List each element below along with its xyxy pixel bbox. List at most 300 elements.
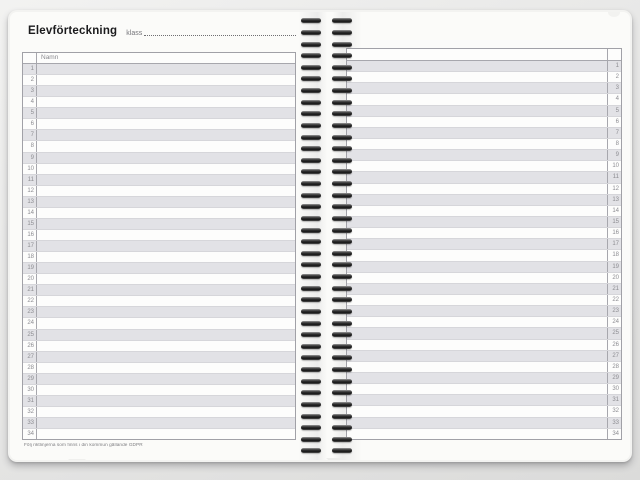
name-cell — [37, 429, 295, 439]
wire-left — [301, 332, 321, 337]
table-row — [23, 163, 295, 174]
wire-right — [332, 88, 352, 93]
table-row — [23, 229, 295, 240]
name-cell — [37, 186, 295, 196]
spiral-loop — [298, 236, 356, 248]
wire-left — [301, 414, 321, 419]
row-number: 15 — [607, 217, 621, 227]
wire-right — [332, 425, 352, 430]
row-number: 5 — [23, 108, 37, 118]
row-number: 7 — [607, 128, 621, 138]
wire-left — [301, 111, 321, 116]
row-number: 15 — [23, 219, 37, 229]
name-cell — [347, 206, 607, 216]
table-row — [23, 240, 295, 251]
name-cell — [347, 83, 607, 93]
wire-left — [301, 390, 321, 395]
row-number: 27 — [607, 351, 621, 361]
name-cell — [347, 94, 607, 104]
right-rows — [347, 61, 621, 439]
wire-left — [301, 53, 321, 58]
wire-right — [332, 169, 352, 174]
row-number: 19 — [607, 262, 621, 272]
spiral-loop — [298, 96, 356, 108]
wire-right — [332, 42, 352, 47]
wire-right — [332, 309, 352, 314]
name-cell — [37, 263, 295, 273]
page-curl-bottom-left — [68, 459, 86, 460]
table-row — [347, 116, 621, 127]
wire-left — [301, 239, 321, 244]
wire-left — [301, 425, 321, 430]
page-curl-bottom-center — [326, 458, 344, 460]
table-row — [23, 329, 295, 340]
spiral-loop — [298, 445, 356, 457]
table-header-left — [23, 53, 295, 64]
table-row — [23, 129, 295, 140]
wire-left — [301, 18, 321, 23]
table-row — [347, 127, 621, 138]
wire-left — [301, 158, 321, 163]
table-row — [23, 373, 295, 384]
table-row — [347, 249, 621, 260]
row-number: 5 — [607, 106, 621, 116]
name-cell — [347, 273, 607, 283]
number-column-header — [23, 53, 37, 63]
table-row — [23, 140, 295, 151]
table-row — [23, 185, 295, 196]
wire-right — [332, 65, 352, 70]
wire-right — [332, 286, 352, 291]
table-row — [23, 64, 295, 74]
wire-right — [332, 239, 352, 244]
wire-right — [332, 448, 352, 453]
row-number: 31 — [23, 396, 37, 406]
spiral-loop — [298, 143, 356, 155]
row-number: 30 — [23, 385, 37, 395]
name-cell — [37, 330, 295, 340]
table-row — [23, 107, 295, 118]
wire-left — [301, 344, 321, 349]
student-table-right — [346, 48, 622, 440]
table-row — [347, 171, 621, 182]
table-row — [347, 405, 621, 416]
table-header-right — [347, 49, 621, 61]
wire-right — [332, 30, 352, 35]
row-number: 28 — [23, 363, 37, 373]
wire-left — [301, 274, 321, 279]
row-number: 33 — [607, 418, 621, 428]
gdpr-footnote: Följ riktlinjerna som finns i din kommun gällande GDPR — [24, 443, 143, 448]
page-spread — [10, 12, 630, 460]
row-number: 1 — [607, 61, 621, 71]
row-number: 22 — [23, 296, 37, 306]
table-row — [23, 295, 295, 306]
name-cell — [37, 208, 295, 218]
row-number: 19 — [23, 263, 37, 273]
wire-right — [332, 402, 352, 407]
table-row — [23, 207, 295, 218]
row-number: 34 — [607, 429, 621, 439]
wire-left — [301, 379, 321, 384]
spiral-loop — [298, 399, 356, 411]
wire-left — [301, 100, 321, 105]
name-cell — [347, 351, 607, 361]
table-row — [23, 384, 295, 395]
row-number: 2 — [23, 75, 37, 85]
name-cell — [347, 295, 607, 305]
table-row — [23, 174, 295, 185]
row-number: 6 — [607, 117, 621, 127]
wire-left — [301, 286, 321, 291]
row-number: 16 — [607, 228, 621, 238]
row-number: 3 — [607, 83, 621, 93]
wire-right — [332, 18, 352, 23]
row-number: 16 — [23, 230, 37, 240]
row-number: 23 — [607, 306, 621, 316]
spiral-loop — [298, 387, 356, 399]
wire-left — [301, 65, 321, 70]
name-cell — [37, 385, 295, 395]
table-row — [347, 149, 621, 160]
name-cell — [347, 128, 607, 138]
table-row — [23, 196, 295, 207]
table-row — [23, 428, 295, 439]
table-row — [347, 261, 621, 272]
table-row — [23, 152, 295, 163]
spiral-loop — [298, 201, 356, 213]
row-number: 26 — [607, 340, 621, 350]
row-number: 14 — [23, 208, 37, 218]
name-cell — [37, 64, 295, 74]
name-cell — [347, 239, 607, 249]
row-number: 32 — [607, 406, 621, 416]
table-row — [347, 294, 621, 305]
name-cell — [347, 418, 607, 428]
name-cell — [37, 341, 295, 351]
row-number: 12 — [23, 186, 37, 196]
row-number: 32 — [23, 407, 37, 417]
table-row — [23, 306, 295, 317]
wire-left — [301, 402, 321, 407]
row-number: 13 — [23, 197, 37, 207]
student-table-left — [22, 52, 296, 440]
spiral-loop — [298, 422, 356, 434]
row-number: 17 — [23, 241, 37, 251]
wire-right — [332, 355, 352, 360]
wire-right — [332, 228, 352, 233]
wire-left — [301, 181, 321, 186]
table-row — [23, 85, 295, 96]
row-number: 22 — [607, 295, 621, 305]
name-cell — [37, 407, 295, 417]
wire-right — [332, 181, 352, 186]
table-row — [23, 351, 295, 362]
name-cell — [37, 164, 295, 174]
table-row — [23, 273, 295, 284]
spiral-loop — [298, 271, 356, 283]
row-number: 25 — [23, 330, 37, 340]
name-cell — [347, 406, 607, 416]
wire-left — [301, 355, 321, 360]
name-cell — [347, 195, 607, 205]
wire-right — [332, 390, 352, 395]
table-row — [347, 305, 621, 316]
name-cell — [37, 307, 295, 317]
row-number: 12 — [607, 184, 621, 194]
row-number: 4 — [607, 94, 621, 104]
row-number: 13 — [607, 195, 621, 205]
table-row — [23, 96, 295, 107]
table-row — [347, 339, 621, 350]
name-cell — [37, 296, 295, 306]
row-number: 29 — [607, 373, 621, 383]
spiral-loop — [298, 306, 356, 318]
spiral-loop — [298, 50, 356, 62]
wire-left — [301, 297, 321, 302]
table-row — [23, 284, 295, 295]
spiral-loop — [298, 224, 356, 236]
wire-right — [332, 367, 352, 372]
name-cell — [347, 250, 607, 260]
row-number: 9 — [23, 153, 37, 163]
name-cell — [37, 374, 295, 384]
wire-left — [301, 216, 321, 221]
table-row — [347, 417, 621, 428]
row-number: 8 — [23, 141, 37, 151]
row-number: 4 — [23, 97, 37, 107]
table-row — [347, 227, 621, 238]
table-row — [23, 406, 295, 417]
spiral-loop — [298, 364, 356, 376]
spiral-loop — [298, 375, 356, 387]
class-fill-line — [144, 35, 296, 36]
name-cell — [347, 117, 607, 127]
row-number: 14 — [607, 206, 621, 216]
table-row — [347, 82, 621, 93]
wire-left — [301, 88, 321, 93]
wire-right — [332, 204, 352, 209]
wire-left — [301, 309, 321, 314]
row-number: 7 — [23, 130, 37, 140]
name-column-header-right — [347, 49, 607, 60]
spiral-loop — [298, 434, 356, 446]
row-number: 23 — [23, 307, 37, 317]
wire-left — [301, 228, 321, 233]
name-cell — [347, 184, 607, 194]
table-row — [347, 194, 621, 205]
name-cell — [37, 119, 295, 129]
table-row — [347, 428, 621, 439]
table-row — [23, 362, 295, 373]
name-cell — [347, 317, 607, 327]
table-row — [23, 340, 295, 351]
wire-right — [332, 251, 352, 256]
spiral-loop — [298, 294, 356, 306]
table-row — [347, 394, 621, 405]
name-cell — [37, 396, 295, 406]
table-row — [23, 218, 295, 229]
name-cell — [37, 175, 295, 185]
wire-right — [332, 76, 352, 81]
table-row — [347, 283, 621, 294]
wire-right — [332, 414, 352, 419]
row-number: 24 — [607, 317, 621, 327]
name-cell — [37, 108, 295, 118]
spiral-loop — [298, 189, 356, 201]
name-cell — [347, 384, 607, 394]
wire-left — [301, 193, 321, 198]
spiral-loop — [298, 73, 356, 85]
table-row — [347, 372, 621, 383]
wire-right — [332, 297, 352, 302]
name-cell — [37, 241, 295, 251]
spiral-loop — [298, 248, 356, 260]
spiral-loop — [298, 282, 356, 294]
spiral-loop — [298, 155, 356, 167]
table-row — [347, 216, 621, 227]
row-number: 34 — [23, 429, 37, 439]
row-number: 2 — [607, 72, 621, 82]
name-cell — [37, 141, 295, 151]
wire-right — [332, 111, 352, 116]
row-number: 11 — [607, 172, 621, 182]
table-row — [23, 74, 295, 85]
wire-right — [332, 437, 352, 442]
name-cell — [37, 97, 295, 107]
wire-left — [301, 262, 321, 267]
table-row — [347, 327, 621, 338]
name-cell — [37, 274, 295, 284]
name-column-header: Namn — [41, 53, 59, 61]
name-cell — [37, 75, 295, 85]
name-cell — [37, 352, 295, 362]
wire-left — [301, 321, 321, 326]
wire-left — [301, 448, 321, 453]
row-number: 28 — [607, 362, 621, 372]
name-cell — [347, 284, 607, 294]
class-label: klass — [126, 29, 143, 37]
table-row — [347, 316, 621, 327]
wire-right — [332, 216, 352, 221]
name-cell — [347, 328, 607, 338]
table-row — [347, 138, 621, 149]
wire-right — [332, 100, 352, 105]
wire-right — [332, 146, 352, 151]
name-cell — [347, 72, 607, 82]
table-row — [347, 71, 621, 82]
row-number: 24 — [23, 318, 37, 328]
table-row — [347, 205, 621, 216]
left-rows — [23, 64, 295, 439]
row-number: 9 — [607, 150, 621, 160]
row-number: 21 — [23, 285, 37, 295]
row-number: 29 — [23, 374, 37, 384]
spiral-loop — [298, 131, 356, 143]
table-row — [347, 361, 621, 372]
name-cell — [37, 130, 295, 140]
left-page-header — [28, 26, 296, 38]
number-column-header-right — [607, 49, 621, 60]
table-row — [23, 118, 295, 129]
wire-right — [332, 53, 352, 58]
spiral-loop — [298, 410, 356, 422]
row-number: 31 — [607, 395, 621, 405]
row-number: 11 — [23, 175, 37, 185]
row-number: 10 — [23, 164, 37, 174]
name-cell — [347, 139, 607, 149]
wire-left — [301, 367, 321, 372]
table-row — [347, 383, 621, 394]
wire-right — [332, 193, 352, 198]
spiral-loop — [298, 213, 356, 225]
wire-right — [332, 344, 352, 349]
spiral-loop — [298, 120, 356, 132]
name-cell — [347, 395, 607, 405]
spiral-loop — [298, 27, 356, 39]
spiral-loop — [298, 15, 356, 27]
row-number: 30 — [607, 384, 621, 394]
wire-left — [301, 169, 321, 174]
name-cell — [347, 306, 607, 316]
table-row — [347, 93, 621, 104]
table-row — [23, 251, 295, 262]
name-cell — [37, 318, 295, 328]
table-row — [23, 317, 295, 328]
name-cell — [347, 228, 607, 238]
row-number: 20 — [23, 274, 37, 284]
name-cell — [347, 262, 607, 272]
name-cell — [37, 418, 295, 428]
row-number: 20 — [607, 273, 621, 283]
wire-right — [332, 135, 352, 140]
name-cell — [37, 86, 295, 96]
row-number: 17 — [607, 239, 621, 249]
spiral-loop — [298, 341, 356, 353]
spiral-loop — [298, 62, 356, 74]
table-row — [347, 183, 621, 194]
wire-left — [301, 204, 321, 209]
table-row — [347, 61, 621, 71]
row-number: 18 — [607, 250, 621, 260]
name-cell — [37, 219, 295, 229]
page-title: Elevförteckning — [28, 25, 118, 37]
table-row — [23, 395, 295, 406]
name-cell — [347, 150, 607, 160]
notebook — [8, 10, 632, 462]
name-cell — [37, 252, 295, 262]
spiral-loop — [298, 178, 356, 190]
spiral-loop — [298, 108, 356, 120]
name-cell — [37, 230, 295, 240]
name-cell — [347, 429, 607, 439]
wire-left — [301, 30, 321, 35]
wire-left — [301, 146, 321, 151]
wire-left — [301, 437, 321, 442]
name-cell — [347, 362, 607, 372]
wire-right — [332, 262, 352, 267]
wire-right — [332, 123, 352, 128]
wire-left — [301, 135, 321, 140]
row-number: 6 — [23, 119, 37, 129]
name-cell — [347, 172, 607, 182]
name-cell — [37, 197, 295, 207]
name-cell — [37, 285, 295, 295]
row-number: 1 — [23, 64, 37, 74]
name-cell — [347, 217, 607, 227]
row-number: 3 — [23, 86, 37, 96]
name-cell — [347, 340, 607, 350]
